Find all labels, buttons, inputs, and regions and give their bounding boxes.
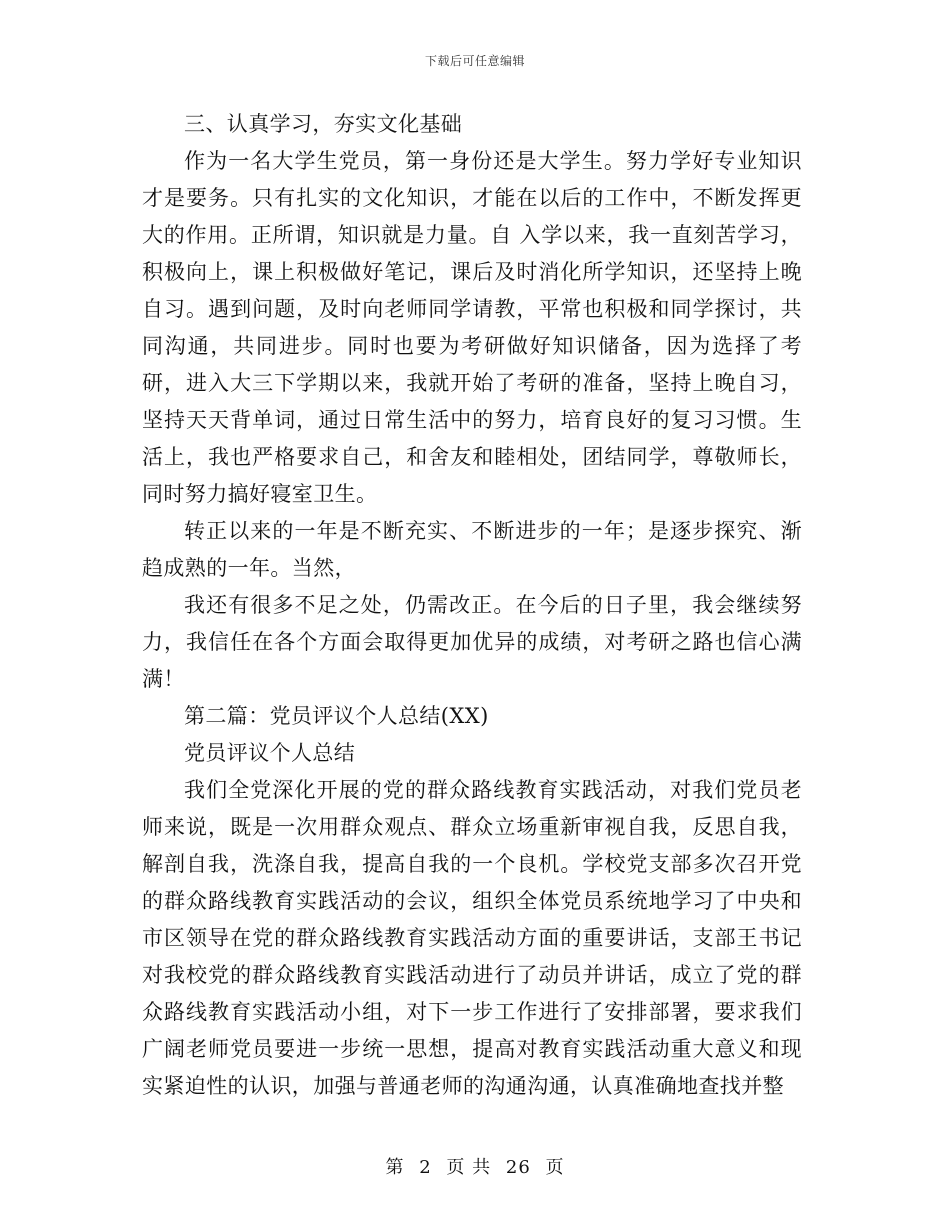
- footer-suffix: 页: [545, 1157, 565, 1178]
- footer-prefix: 第: [385, 1157, 405, 1178]
- section-subheading: 党员评议个人总结: [184, 741, 356, 765]
- body-paragraph: 我还有很多不足之处，仍需改正。在今后的日子里，我会继续努力，我信任在各个方面会取得更加优异的成绩，对考研之路也信心满满！: [142, 593, 802, 691]
- total-pages-number: 26: [505, 1157, 531, 1178]
- page-footer: [0, 1153, 950, 1179]
- body-paragraph: 我们全党深化开展的党的群众路线教育实践活动，对我们党员老师来说，既是一次用群众观点、群众立场重新审视自我，反思自我，解剖自我，洗涤自我，提高自我的一个良机。学校党支部多次召开党的群众路线教育实践活动的会议，组织全体党员系统地学习了中央和市区领导在党的群众路线教育实践活动方面的重要讲话，支部王书记对我校党的群众路线教育实践活动进行了动员并讲话，成立了党的群众路线教育实践活动小组，对下一步工作进行了安排部署，要求我们广阔老师党员要进一步统一思想，提高对教育实践活动重大意义和现实紧迫性的认识，加强与普通老师的沟通沟通，认真准确地查找并整: [142, 778, 802, 1098]
- body-paragraph: 转正以来的一年是不断充实、不断进步的一年；是逐步探究、渐趋成熟的一年。当然，: [142, 519, 802, 580]
- document-body: [142, 106, 802, 1105]
- header-note: 下载后可任意编辑: [424, 54, 525, 68]
- footer-middle: 页 共: [446, 1157, 492, 1178]
- body-paragraph: 作为一名大学生党员，第一身份还是大学生。努力学好专业知识才是要务。只有扎实的文化知识，才能在以后的工作中，不断发挥更大的作用。正所谓，知识就是力量。自 入学以来，我一直刻苦学习，积极向上，课上积极做好笔记，课后及时消化所学知识，还坚持上晚自习。遇到问题，及时向老师同学请教，平常也积极和同学探讨，共同沟通，共同进步。同时也要为考研做好知识储备，因为选择了考研，进入大三下学期以来，我就开始了考研的准备，坚持上晚自习，坚持天天背单词，通过日常生活中的努力，培育良好的复习习惯。生活上，我也严格要求自己，和舍友和睦相处，团结同学，尊敬师长，同时努力搞好寝室卫生。: [142, 149, 802, 506]
- section-heading: 三、认真学习，夯实文化基础: [184, 112, 463, 136]
- section-heading: 第二篇：党员评议个人总结(XX): [184, 704, 489, 728]
- current-page-number: 2: [419, 1157, 432, 1178]
